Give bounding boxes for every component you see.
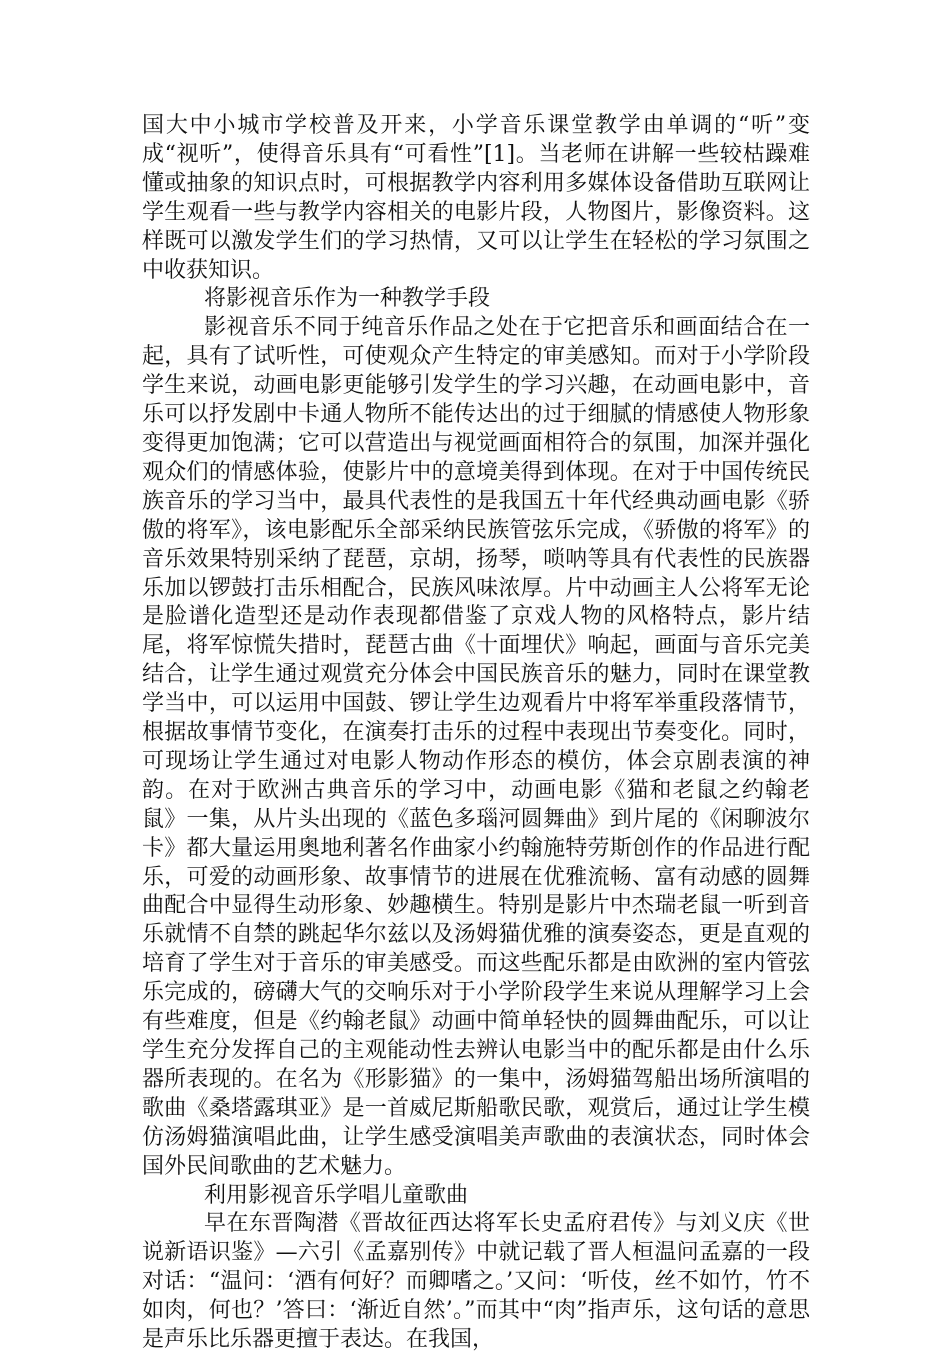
section-heading-film-music-teaching: 将影视音乐作为一种教学手段: [204, 286, 491, 312]
paragraph-intro: 国大中小城市学校普及开来，小学音乐课堂教学由单调的“听”变成“视听”，使得音乐具有“可看性”[1]。当老师在讲解一些较枯躁难懂或抽象的知识点时，可根据教学内容利用多媒体设备借助互联网让学生观看一些与教学内容相关的电影片段，人物图片，影像资料。这样既可以激发学生们的学习热情，又可以让学生在轻松的学习氛围之中收获知识。: [142, 113, 810, 283]
section-heading-children-songs: 利用影视音乐学唱儿童歌曲: [204, 1182, 469, 1208]
paragraph-children-songs: 早在东晋陶潜《晋故征西达将军长史孟府君传》与刘义庆《世说新语识鉴》—六引《孟嘉别传》中就记载了晋人桓温问孟嘉的一段对话：“温问：‘酒有何好？而卿嗜之。’又问：‘听伎，丝不如竹，竹不如肉，何也？’答曰：‘渐近自然’。”而其中“肉”指声乐，这句话的意思是声乐比乐器更擅于表达。在我国，: [142, 1211, 810, 1353]
paragraph-film-music: 影视音乐不同于纯音乐作品之处在于它把音乐和画面结合在一起，具有了试听性，可使观众产生特定的审美感知。而对于小学阶段学生来说，动画电影更能够引发学生的学习兴趣，在动画电影中，音乐可以抒发剧中卡通人物所不能传达出的过于细腻的情感使人物形象变得更加饱满；它可以营造出与视觉画面相符合的氛围，加深并强化观众们的情感体验，使影片中的意境美得到体现。在对于中国传统民族音乐的学习当中，最具代表性的是我国五十年代经典动画电影《骄傲的将军》，该电影配乐全部采纳民族管弦乐完成，《骄傲的将军》的音乐效果特别采纳了琵琶，京胡，扬琴，唢呐等具有代表性的民族器乐加以锣鼓打击乐相配合，民族风味浓厚。片中动画主人公将军无论是脸谱化造型还是动作表现都借鉴了京戏人物的风格特点，影片结尾，将军惊慌失措时，琵琶古曲《十面埋伏》响起，画面与音乐完美结合，让学生通过观赏充分体会中国民族音乐的魅力，同时在课堂教学当中，可以运用中国鼓、锣让学生边观看片中将军举重段落情节，根据故事情节变化，在演奏打击乐的过程中表现出节奏变化。同时，可现场让学生通过对电影人物动作形态的模仿，体会京剧表演的神韵。在对于欧洲古典音乐的学习中，动画电影《猫和老鼠之约翰老鼠》一集，从片头出现的《蓝色多瑙河圆舞曲》到片尾的《闲聊波尔卡》都大量运用奥地利著名作曲家小约翰施特劳斯创作的作品进行配乐，可爱的动画形象、故事情节的进展在优雅流畅、富有动感的圆舞曲配合中显得生动形象、妙趣横生。特别是影片中杰瑞老鼠一听到音乐就情不自禁的跳起华尔兹以及汤姆猫优雅的演奏姿态，更是直观的培育了学生对于音乐的审美感受。而这些配乐都是由欧洲的室内管弦乐完成的，磅礴大气的交响乐对于小学阶段学生来说从理解学习上会有些难度，但是《约翰老鼠》动画中简单轻快的圆舞曲配乐，可以让学生充分发挥自己的主观能动性去辨认电影当中的配乐都是由什么乐器所表现的。在名为《形影猫》的一集中，汤姆猫驾船出场所演唱的歌曲《桑塔露琪亚》是一首威尼斯船歌民歌，观赏后，通过让学生模仿汤姆猫演唱此曲，让学生感受演唱美声歌曲的表演状态，同时体会国外民间歌曲的艺术魅力。: [142, 315, 810, 1179]
document-body: [142, 112, 810, 1355]
